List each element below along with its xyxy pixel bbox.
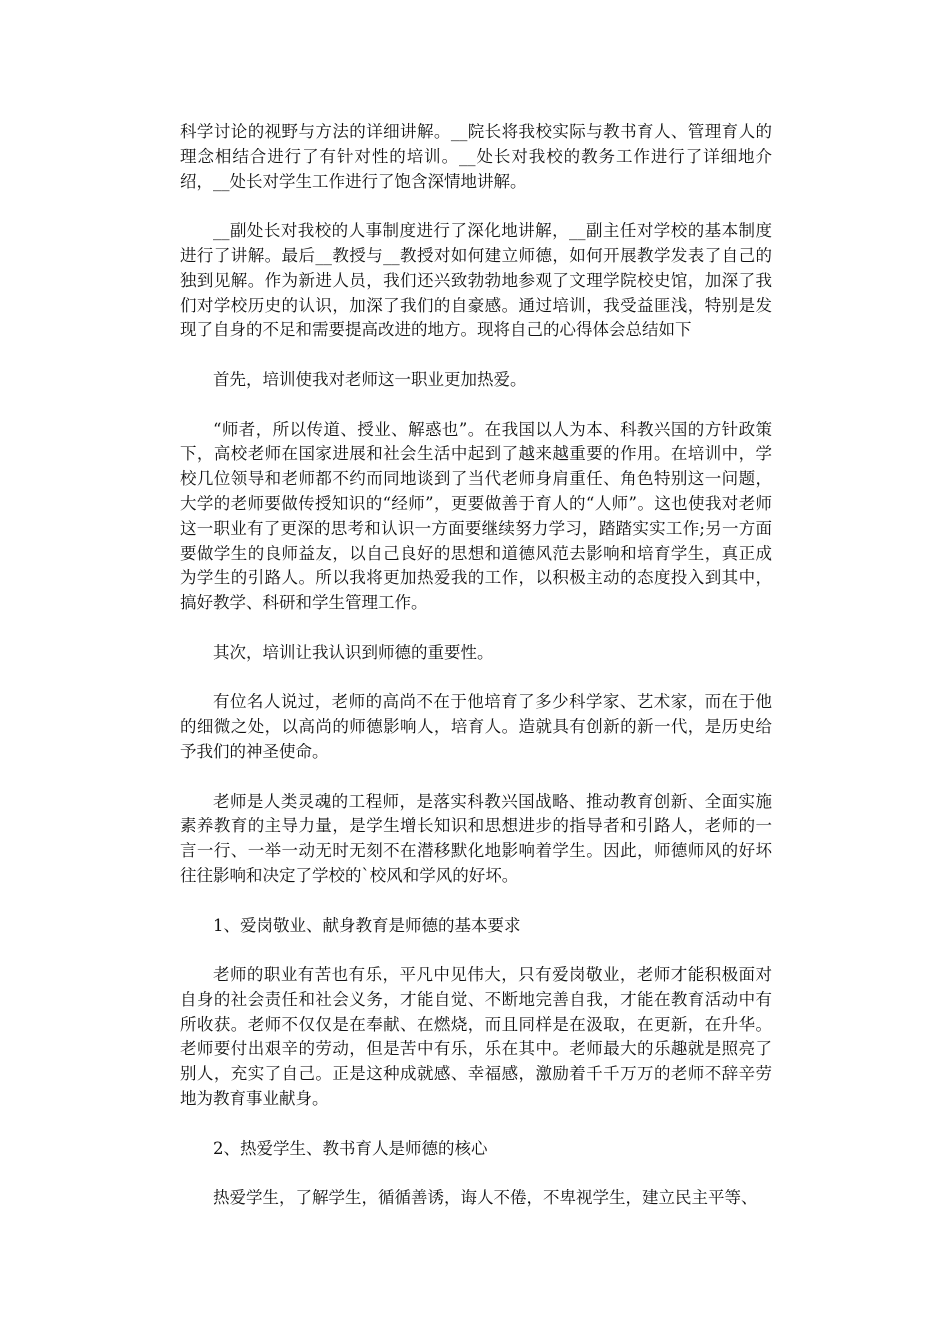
paragraph-dedication: 老师的职业有苦也有乐，平凡中见伟大，只有爱岗敬业，老师才能积极面对自身的社会责任和社会义务，才能自觉、不断地完善自我，才能在教育活动中有所收获。老师不仅仅是在奉献、在燃烧，而且同样是在汲取，在更新，在升华。老师要付出艰辛的劳动，但是苦中有乐，乐在其中。老师最大的乐趣就是照亮了别人，充实了自己。正是这种成就感、幸福感，激励着千千万万的老师不辞辛劳地为教育事业献身。	[180, 965, 772, 1109]
section-heading-1: 1、爱岗敬业、献身教育是师德的基本要求	[213, 915, 521, 935]
paragraph-first-point: 首先，培训使我对老师这一职业更加热爱。	[213, 369, 527, 389]
paragraph-continued-intro: 科学讨论的视野与方法的详细讲解。__院长将我校实际与教书育人、管理育人的理念相结合进行了有针对性的培训。__处长对我校的教务工作进行了详细地介绍，__处长对学生工作进行了饱含深情地讲解。	[180, 122, 772, 191]
paragraph-teacher-role: “师者，所以传道、授业、解惑也”。在我国以人为本、科教兴国的方针政策下，高校老师在国家进展和社会生活中起到了越来越重要的作用。在培训中，学校几位领导和老师都不约而同地谈到了当代老师身肩重任、角色特别这一问题，大学的老师要做传授知识的“经师”，更要做善于育人的“人师”。这也使我对老师这一职业有了更深的思考和认识一方面要继续努力学习，踏踏实实工作;另一方面要做学生的良师益友，以自己良好的思想和道德风范去影响和培育学生，真正成为学生的引路人。所以我将更加热爱我的工作，以积极主动的态度投入到其中，搞好教学、科研和学生管理工作。	[180, 419, 772, 613]
paragraph-second-point: 其次，培训让我认识到师德的重要性。	[213, 642, 494, 662]
document-body	[180, 120, 772, 1236]
paragraph-training-overview: __副处长对我校的人事制度进行了深化地讲解，__副主任对学校的基本制度进行了讲解。最后__教授与__教授对如何建立师德，如何开展教学发表了自己的独到见解。作为新进人员，我们还兴致勃勃地参观了文理学院校史馆，加深了我们对学校历史的认识，加深了我们的自豪感。通过培训，我受益匪浅，特别是发现了自身的不足和需要提高改进的地方。现将自己的心得体会总结如下	[180, 221, 772, 340]
paragraph-soul-engineer: 老师是人类灵魂的工程师，是落实科教兴国战略、推动教育创新、全面实施素养教育的主导力量，是学生增长知识和思想进步的指导者和引路人，老师的一言一行、一举一动无时无刻不在潜移默化地影响着学生。因此，师德师风的好坏往往影响和决定了学校的`校风和学风的好坏。	[180, 791, 772, 885]
paragraph-famous-quote: 有位名人说过，老师的高尚不在于他培育了多少科学家、艺术家，而在于他的细微之处，以高尚的师德影响人，培育人。造就具有创新的新一代，是历史给予我们的神圣使命。	[180, 692, 772, 761]
paragraph-love-students: 热爱学生，了解学生，循循善诱，诲人不倦，不卑视学生，建立民主平等、	[213, 1188, 758, 1208]
section-heading-2: 2、热爱学生、教书育人是师德的核心	[213, 1138, 488, 1158]
